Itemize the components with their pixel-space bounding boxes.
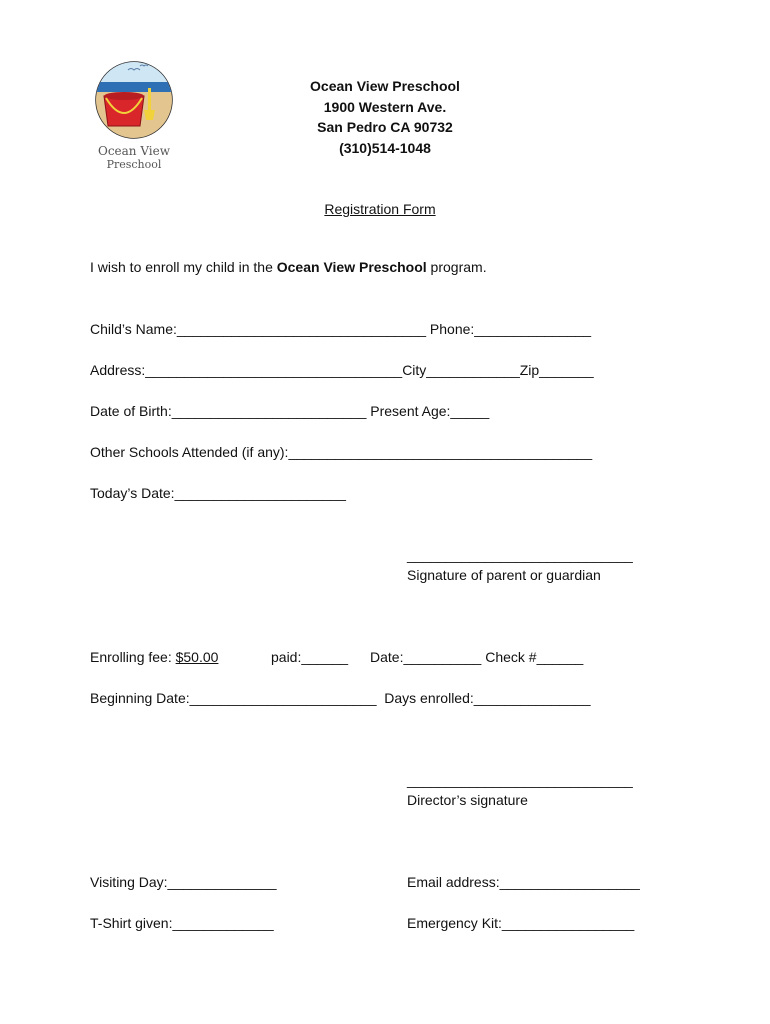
sand-bucket-logo-icon: [88, 58, 180, 176]
enrolling-fee-label: Enrolling fee:: [90, 649, 176, 665]
director-signature-line[interactable]: _____________________________: [407, 772, 633, 788]
intro-after: program.: [426, 259, 487, 275]
dob-age-field[interactable]: Date of Birth:_________________________ Present Age:_____: [90, 403, 490, 419]
enrolling-fee-amount: $50.00: [175, 649, 219, 665]
logo-text-line1: Ocean View: [97, 144, 171, 158]
school-header: [285, 76, 485, 158]
email-field[interactable]: Email address:__________________: [407, 874, 640, 890]
logo-text-line2: Preschool: [106, 158, 162, 171]
intro-text: [90, 259, 487, 276]
school-phone: (310)514-1048: [339, 139, 431, 156]
other-schools-field[interactable]: Other Schools Attended (if any):_______________________________________: [90, 444, 593, 460]
parent-signature-label: Signature of parent or guardian: [407, 567, 601, 583]
school-street: 1900 Western Ave.: [323, 98, 447, 115]
form-title: Registration Form: [324, 201, 436, 217]
enrolling-fee: [90, 649, 218, 666]
todays-date-field[interactable]: Today’s Date:______________________: [90, 485, 346, 501]
paid-field[interactable]: paid:______: [271, 649, 349, 665]
parent-signature-line[interactable]: _____________________________: [407, 547, 633, 563]
beginning-days-field[interactable]: Beginning Date:________________________ Days enrolled:_______________: [90, 690, 591, 706]
school-logo: [88, 58, 180, 176]
emergency-kit-field[interactable]: Emergency Kit:_________________: [407, 915, 635, 931]
visiting-day-field[interactable]: Visiting Day:______________: [90, 874, 277, 890]
address-city-zip-field[interactable]: Address:_________________________________City____________Zip_______: [90, 362, 594, 378]
director-signature-label: Director’s signature: [407, 792, 528, 808]
fee-date-check-field[interactable]: Date:__________ Check #______: [370, 649, 584, 665]
intro-bold: Ocean View Preschool: [276, 259, 427, 275]
school-name: Ocean View Preschool: [310, 78, 460, 94]
childs-name-phone-field[interactable]: Child’s Name:________________________________ Phone:_______________: [90, 321, 592, 337]
school-city: San Pedro CA 90732: [317, 119, 453, 135]
intro-before: I wish to enroll my child in the: [90, 259, 277, 275]
tshirt-field[interactable]: T-Shirt given:_____________: [90, 915, 274, 931]
